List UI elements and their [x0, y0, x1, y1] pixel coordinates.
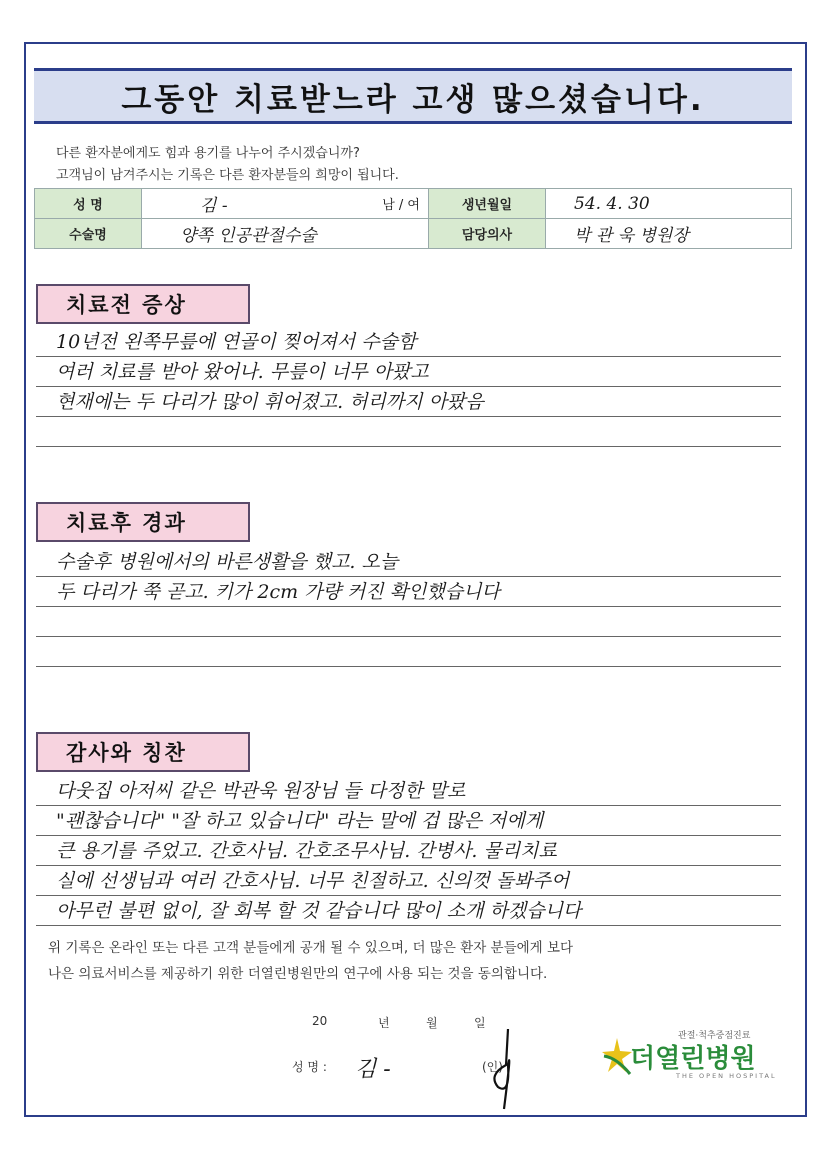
handwritten-line	[36, 357, 781, 387]
intro-line-2: 고객님이 남겨주시는 기록은 다른 환자분들의 희망이 됩니다.	[56, 168, 399, 183]
section-thanks-lines[interactable]	[36, 776, 781, 926]
logo-star-icon	[600, 1036, 634, 1076]
date-day: 일	[474, 1016, 486, 1030]
doctor-label: 담당의사	[429, 219, 546, 249]
intro-line-1: 다른 환자분에게도 힘과 용기를 나누어 주시겠습니까?	[56, 146, 360, 161]
handwritten-line	[36, 637, 781, 667]
form-title: 그동안 치료받느라 고생 많으셨습니다.	[121, 81, 705, 118]
date-month: 월	[426, 1016, 438, 1030]
surgery-label: 수술명	[35, 219, 142, 249]
section-heading-after: 치료후 경과	[36, 502, 250, 542]
doctor-cell[interactable]	[546, 219, 792, 249]
handwritten-text: 아무런 불편 없이, 잘 회복 할 것 같습니다 많이 소개 하겠습니다	[56, 900, 582, 922]
signature-label: 성 명 :	[292, 1060, 327, 1074]
handwritten-line	[36, 547, 781, 577]
handwritten-line	[36, 776, 781, 806]
handwritten-line	[36, 806, 781, 836]
handwritten-text: 여러 치료를 받아 왔어나. 무릎이 너무 아팠고	[56, 361, 429, 383]
handwritten-line	[36, 866, 781, 896]
signature-name: 김 -	[355, 1057, 391, 1082]
logo-name: 더열린병원	[630, 1044, 756, 1074]
name-cell[interactable]	[142, 189, 429, 219]
section-before-lines[interactable]	[36, 327, 781, 447]
handwritten-text: 10년전 왼쪽무릎에 연골이 찢어져서 수술함	[56, 331, 417, 353]
section-heading-before: 치료전 증상	[36, 284, 250, 324]
consent-line-1: 위 기록은 온라인 또는 다른 고객 분들에게 공개 될 수 있으며, 더 많은 환자 분들에게 보다	[48, 940, 574, 956]
patient-info-table	[34, 188, 792, 249]
section-after-lines[interactable]	[36, 547, 781, 667]
handwritten-line	[36, 417, 781, 447]
name-value: 김 -	[200, 196, 228, 216]
birth-value: 54. 4. 30	[574, 193, 650, 214]
signature-scribble	[478, 1025, 528, 1115]
handwritten-text: 실에 선생님과 여러 간호사님. 너무 친절하고. 신의껏 돌봐주어	[56, 870, 570, 892]
name-label: 성 명	[35, 189, 142, 219]
handwritten-line	[36, 577, 781, 607]
handwritten-line	[36, 387, 781, 417]
handwritten-line	[36, 836, 781, 866]
handwritten-text: 수술후 병원에서의 바른생활을 했고. 오늘	[56, 551, 399, 573]
hospital-logo	[600, 1030, 790, 1090]
consent-line-2: 나은 의료서비스를 제공하기 위한 더열린병원만의 연구에 사용 되는 것을 동의합니다.	[48, 966, 548, 982]
surgery-cell[interactable]	[142, 219, 429, 249]
logo-english: THE OPEN HOSPITAL	[676, 1072, 777, 1080]
handwritten-text: "괜찮습니다" "잘 하고 있습니다" 라는 말에 겁 많은 저에게	[56, 810, 544, 832]
birth-label: 생년월일	[429, 189, 546, 219]
gender-value: 남 / 여	[382, 198, 420, 213]
surgery-value: 양쪽 인공관절수술	[180, 226, 317, 246]
handwritten-line	[36, 896, 781, 926]
date-year-prefix: 20	[312, 1014, 328, 1028]
title-banner	[34, 68, 792, 124]
handwritten-line	[36, 607, 781, 637]
birth-cell[interactable]	[546, 189, 792, 219]
doctor-value: 박 관 욱 병원장	[574, 226, 689, 246]
handwritten-text: 두 다리가 쭉 곧고. 키가 2cm 가량 커진 확인했습니다	[56, 581, 500, 603]
handwritten-line	[36, 327, 781, 357]
handwritten-text: 큰 용기를 주었고. 간호사님. 간호조무사님. 간병사. 물리치료	[56, 840, 557, 862]
date-year: 년	[378, 1016, 390, 1030]
handwritten-text: 현재에는 두 다리가 많이 휘어졌고. 허리까지 아팠음	[56, 391, 484, 413]
logo-tagline: 관절·척추중점진료	[678, 1031, 751, 1041]
section-heading-thanks: 감사와 칭찬	[36, 732, 250, 772]
seal-mark: (인)	[482, 1060, 503, 1074]
handwritten-text: 다웃집 아저씨 같은 박관욱 원장님 들 다정한 말로	[56, 780, 466, 802]
